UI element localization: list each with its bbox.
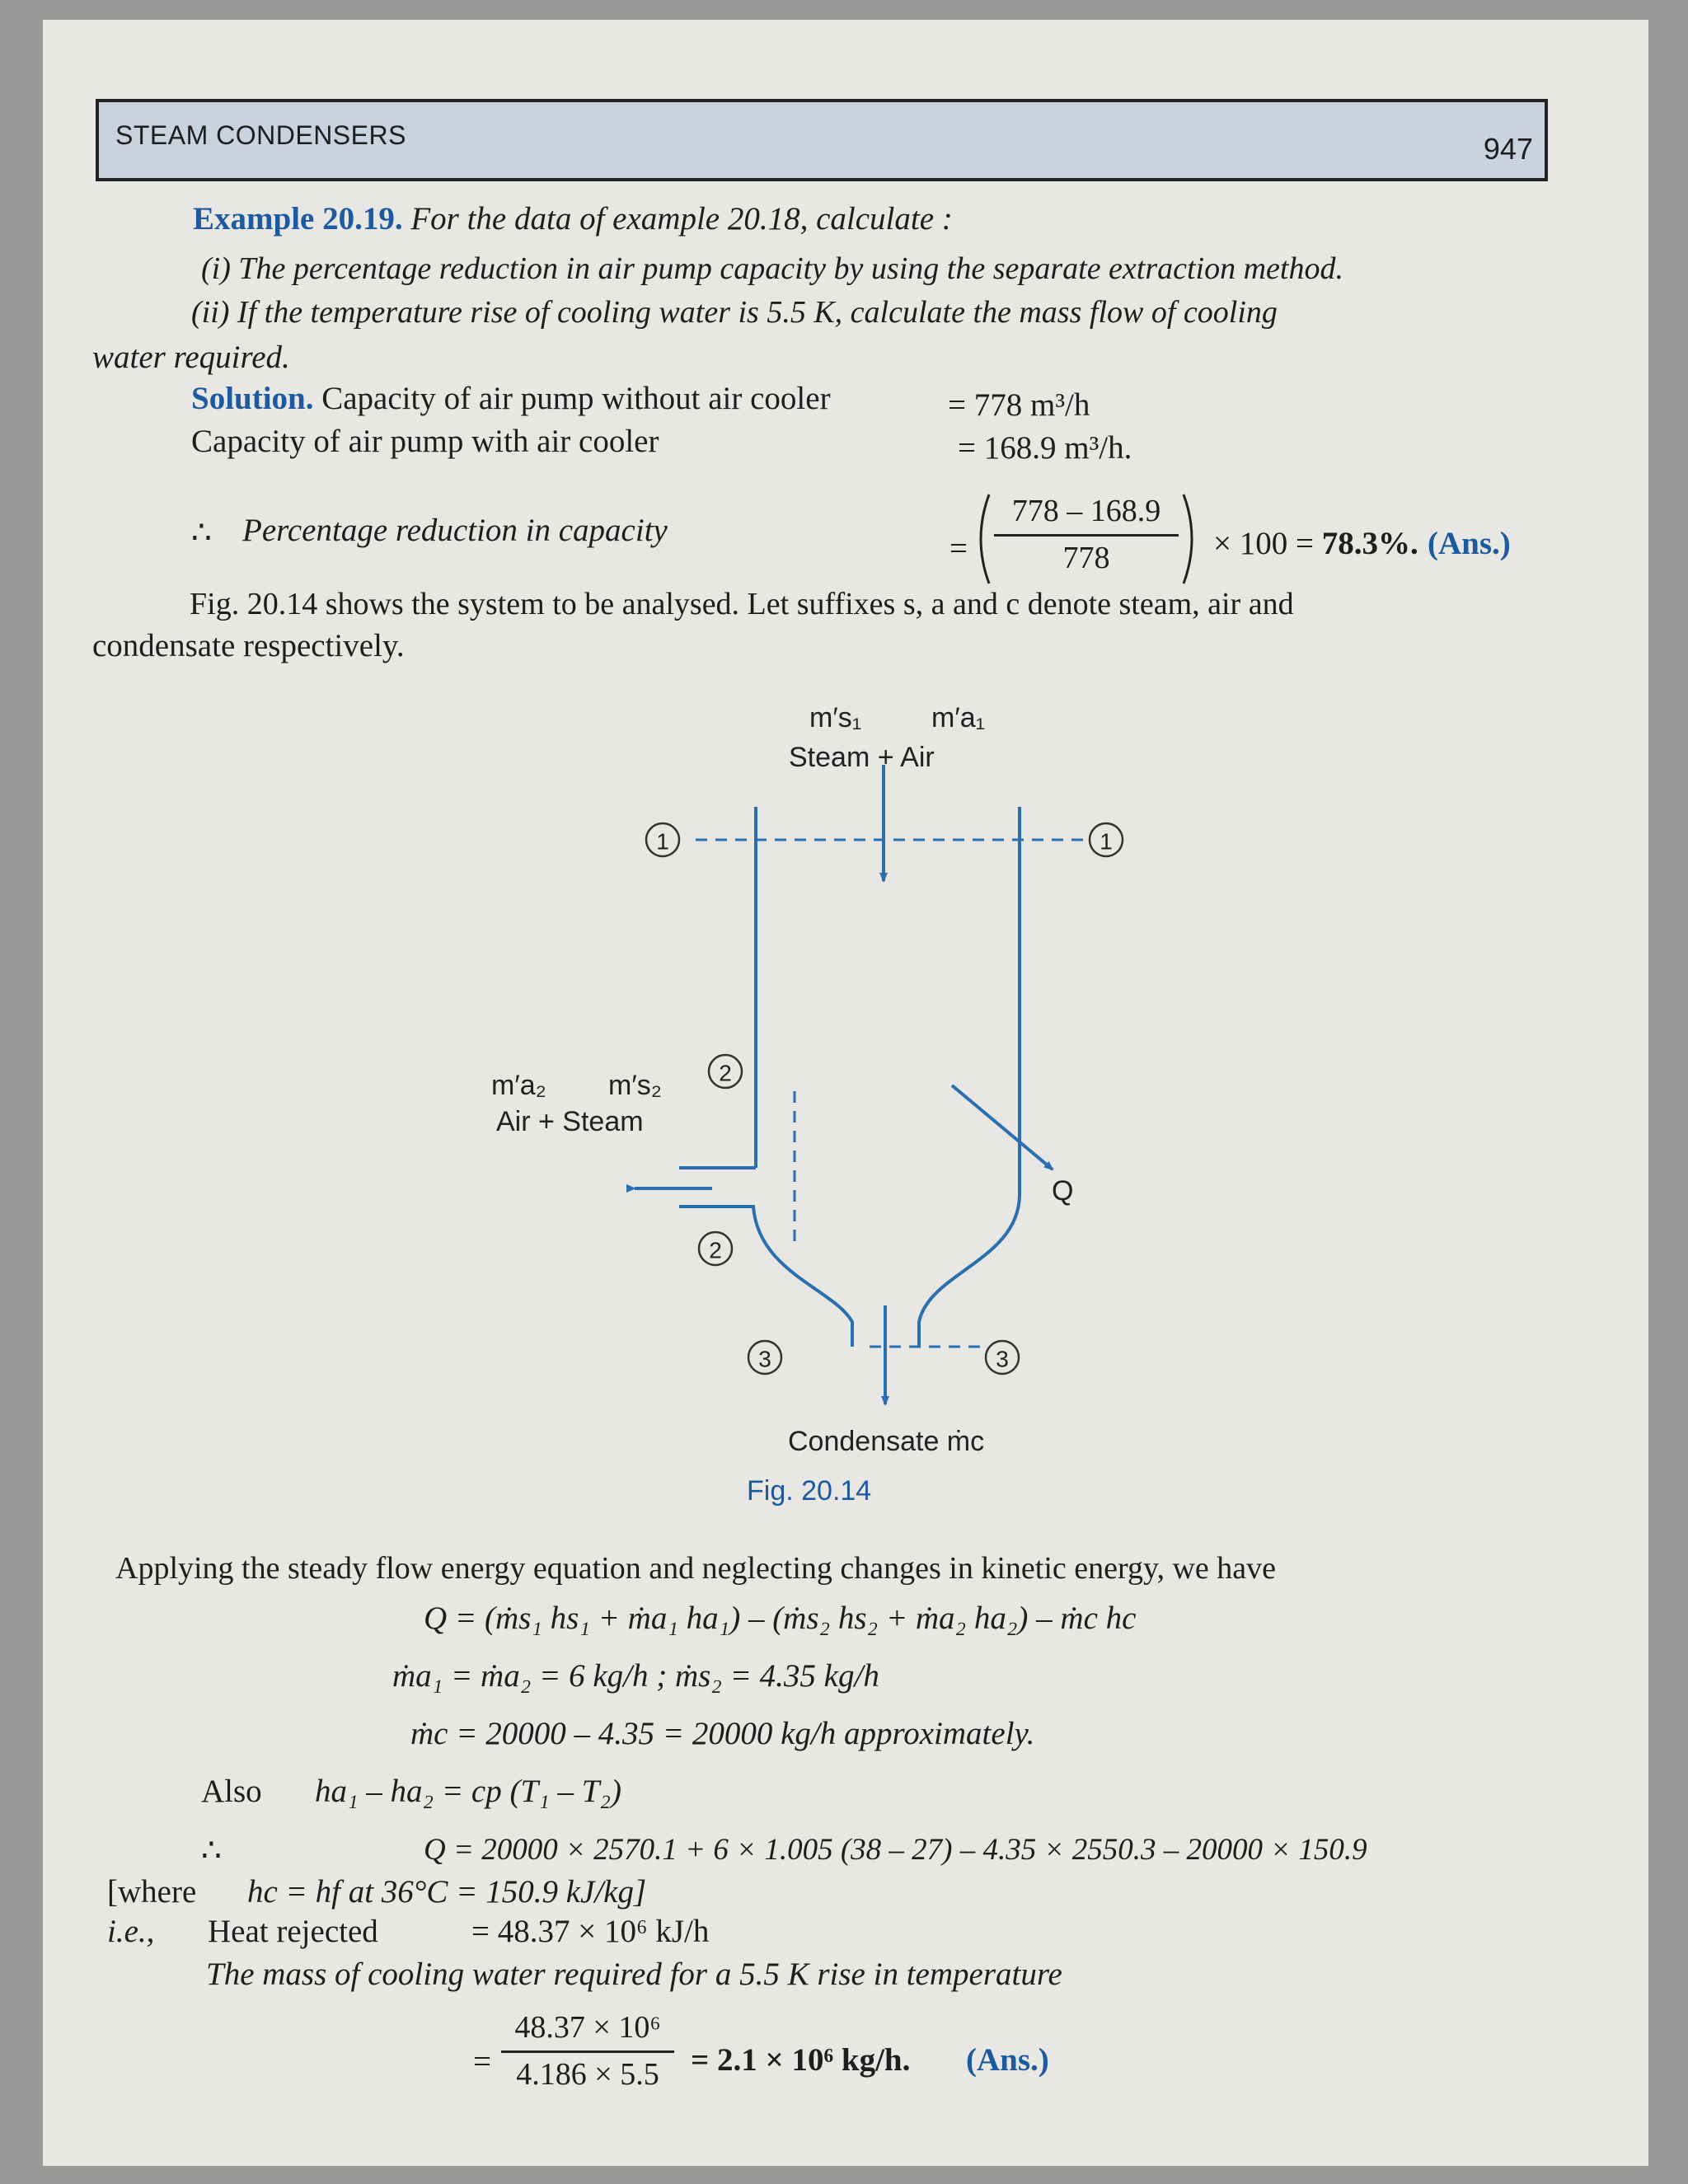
chapter-title: STEAM CONDENSERS [115,120,406,150]
where-label: [where [107,1874,197,1910]
mass-result: = 2.1 × 10⁶ kg/h. [691,2042,911,2078]
fig-intro-line-1: Fig. 20.14 shows the system to be analysed. Let suffixes s, a and c denote steam, air and [190,587,1294,621]
answer-tag-2: (Ans.) [966,2042,1049,2078]
ie-label: i.e., [107,1914,155,1949]
example-label: Example 20.19. [193,201,403,237]
heat-rejected-label: Heat rejected [208,1914,378,1949]
solution-line-1-value: = 778 m³/h [948,387,1090,423]
heat-label: Q [1052,1175,1074,1207]
mass-fraction-numerator: 48.37 × 10⁶ [514,2010,661,2045]
inlet-label: Steam + Air [789,742,935,773]
mass-water-text: The mass of cooling water required for a 5.5 K rise in temperature [206,1957,1062,1992]
section-2-top-label: 2 [719,1060,732,1086]
solution-line-2: Capacity of air pump with air cooler [191,424,659,459]
therefore-symbol-2: ∴ [201,1833,222,1868]
fraction-numerator: 778 – 168.9 [1011,494,1161,528]
example-intro: For the data of example 20.18, calculate : [410,201,953,237]
book-page [43,20,1648,2166]
equals-sign-2: = [473,2044,491,2079]
solution-line-1-text: Capacity of air pump without air cooler [321,381,831,416]
equation-energy-balance: Q = (ṁs₁ hs₁ + ṁa₁ ha₁) – (ṁs₂ hs₂ + ṁa₂ ha₂) – ṁc hc [424,1601,1137,1636]
equals-sign: = [950,531,968,566]
equation-enthalpy-difference: ha₁ – ha₂ = cp (T₁ – T₂) [315,1774,621,1809]
example-part-1: (i) The percentage reduction in air pump capacity by using the separate extraction method. [201,251,1343,286]
equation-condensate-flow: ṁc = 20000 – 4.35 = 20000 kg/h approximately. [410,1716,1035,1751]
section-1-right-label: 1 [1100,828,1113,855]
heat-rejection-arrow [952,1085,1053,1169]
percentage-result-prefix: × 100 = [1213,526,1322,561]
outlet-air-symbol: m′a₂ [491,1070,546,1101]
figure-caption: Fig. 20.14 [747,1475,872,1507]
outlet-label: Air + Steam [496,1106,644,1137]
vessel-left-hopper [679,1207,852,1347]
fig-intro-line-2: condensate respectively. [92,628,405,663]
inlet-air-symbol: m′a₁ [931,702,986,733]
solution-line-2-value: = 168.9 m³/h. [958,430,1132,466]
percentage-result-value: 78.3%. [1321,526,1418,561]
mass-fraction-bar [501,2050,674,2053]
example-part-2a: (ii) If the temperature rise of cooling water is 5.5 K, calculate the mass flow of cooling [191,295,1278,330]
also-label: Also [201,1774,262,1809]
section-1-left-label: 1 [656,828,669,855]
fraction-denominator: 778 [1062,540,1110,575]
mass-fraction-denominator: 4.186 × 5.5 [516,2056,659,2092]
percentage-label: Percentage reduction in capacity [242,513,668,548]
heat-rejected-value: = 48.37 × 10⁶ kJ/h [471,1914,710,1949]
equation-heat-value: Q = 20000 × 2570.1 + 6 × 1.005 (38 – 27) – 4.35 × 2550.3 – 20000 × 150.9 [424,1833,1367,1867]
inlet-steam-symbol: m′s₁ [809,702,862,733]
condensate-label: Condensate ṁc [788,1426,985,1457]
section-3-right-label: 3 [996,1346,1009,1372]
section-3-left-label: 3 [758,1346,771,1372]
solution-label: Solution. [191,381,314,416]
therefore-symbol: ∴ [191,515,212,551]
section-2-bottom-label: 2 [709,1237,722,1263]
equation-hc: hc = hf at 36°C = 150.9 kJ/kg] [247,1874,647,1910]
mass-fraction [501,2009,674,2093]
outlet-steam-symbol: m′s₂ [608,1070,662,1101]
answer-tag-1: (Ans.) [1428,526,1511,561]
equation-air-steam-flows: ṁa₁ = ṁa₂ = 6 kg/h ; ṁs₂ = 4.35 kg/h [392,1658,879,1694]
vessel-right-hopper [919,1194,1020,1347]
example-part-2b: water required. [92,340,290,375]
energy-intro: Applying the steady flow energy equation and neglecting changes in kinetic energy, we have [115,1551,1277,1586]
page-number: 947 [1483,132,1533,166]
